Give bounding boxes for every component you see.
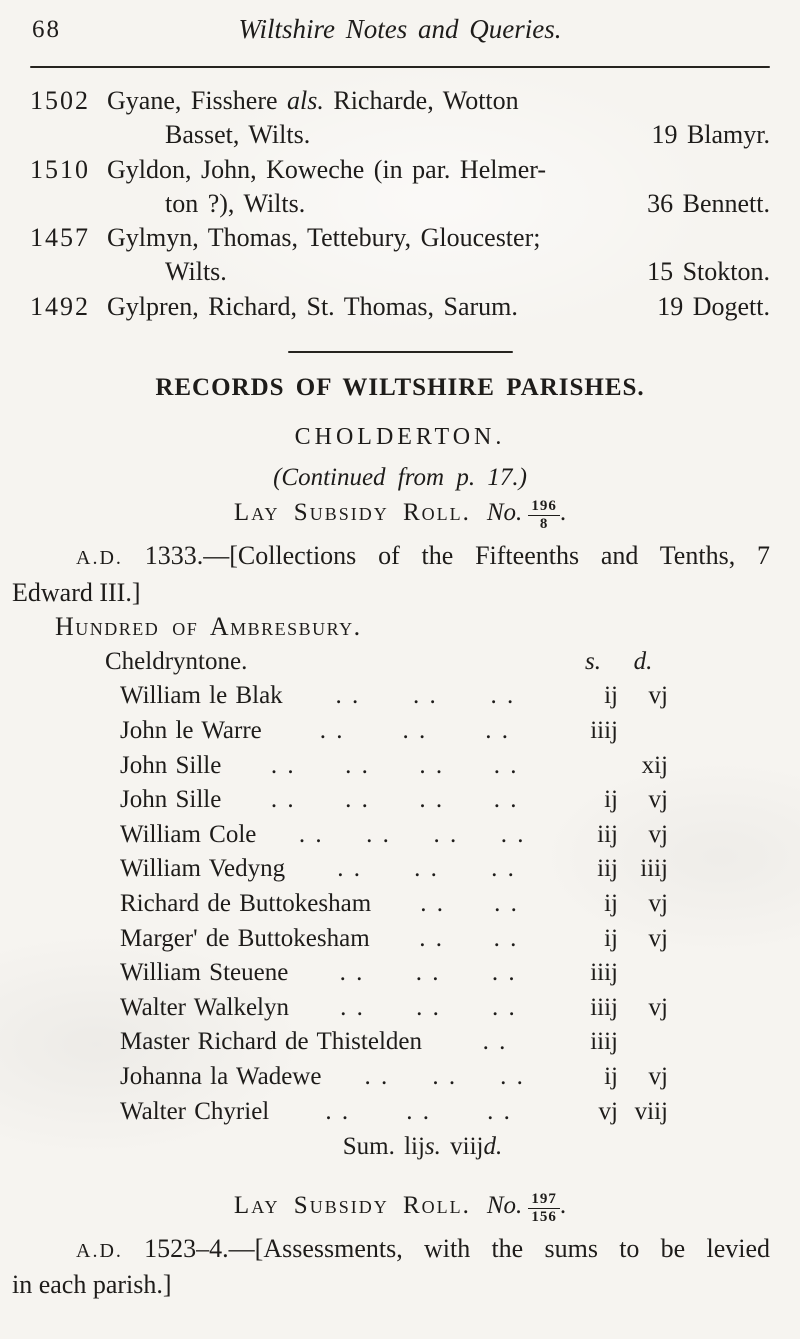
leader-dots: . . (406, 1097, 431, 1125)
roll-no-label: No. (486, 1191, 523, 1219)
leader-dots: . . (412, 682, 438, 710)
amount-shillings: ij (604, 682, 618, 710)
table-row (120, 887, 668, 922)
taxpayer-name: Richard de Buttokesham (120, 889, 372, 917)
fraction-denominator: 8 (539, 516, 549, 533)
leader-dots: . . (364, 1062, 390, 1090)
entry-reference: 19 Dogett. (657, 291, 770, 321)
index-entry (30, 290, 770, 324)
leader-dots: . . (366, 820, 391, 848)
leader-dots: . . (335, 682, 361, 710)
leader-dots: . . (493, 751, 519, 779)
sum-text: Sum. lij (342, 1133, 425, 1161)
section-divider (288, 351, 513, 353)
sum-text: viij (440, 1133, 484, 1161)
fraction-denominator: 156 (531, 1208, 557, 1225)
leader-dots: . . (491, 959, 517, 987)
dot-leaders (283, 679, 568, 714)
entry-line-1 (30, 290, 770, 324)
dot-leaders (370, 922, 568, 957)
leader-dots: . . (485, 717, 510, 745)
shillings-abbrev: s. (424, 1133, 441, 1161)
leader-dots: . . (419, 924, 445, 952)
roll-number-fraction (528, 499, 560, 532)
dot-leaders (221, 783, 568, 818)
table-row (120, 922, 668, 957)
amount-shillings: vj (598, 1097, 618, 1125)
entry-text-part: Richarde, Wotton (323, 86, 519, 115)
amount-pence: vj (648, 820, 668, 848)
taxpayer-name: William Cole (120, 820, 257, 848)
leader-dots: . . (500, 820, 526, 848)
intro-line-1 (30, 1232, 770, 1269)
entry-line-2 (30, 187, 770, 221)
amount-pence: vj (648, 924, 668, 952)
table-row (120, 818, 668, 853)
fraction-numerator: 196 (528, 499, 560, 516)
subsidy-table (30, 645, 770, 1129)
sum-total (30, 1130, 770, 1165)
dot-leaders (289, 991, 568, 1026)
dot-leaders (422, 1025, 568, 1060)
entry-text (107, 153, 770, 187)
column-header-shillings: s. (585, 647, 601, 675)
table-row (120, 852, 668, 887)
roll-1523-intro (12, 1232, 771, 1303)
taxpayer-name: John Sille (120, 751, 222, 779)
leader-dots: . . (419, 786, 445, 814)
index-entry (30, 221, 770, 290)
leader-dots: . . (325, 1097, 351, 1125)
leader-dots: . . (270, 786, 296, 814)
table-row (120, 1025, 668, 1060)
leader-dots: . . (416, 993, 441, 1021)
page-header (30, 12, 770, 58)
leader-dots: . . (493, 786, 519, 814)
leader-dots: . . (298, 820, 324, 848)
roll-label: Lay Subsidy Roll. (233, 1191, 471, 1219)
section-heading: RECORDS OF WILTSHIRE PARISHES. (155, 374, 645, 402)
leader-dots: . . (494, 889, 519, 917)
amount-pence: vj (648, 993, 668, 1021)
intro-text: 1333.—[Collections of the Fifteenths and Tenths, 7 (144, 541, 770, 571)
table-row (120, 991, 668, 1026)
amount-pence: viij (634, 1097, 668, 1125)
continued-note: (Continued from p. 17.) (273, 464, 527, 492)
amount-pence: vj (648, 786, 668, 814)
ad-abbrev: A.D. (76, 1239, 123, 1262)
entry-text-italic: als. (287, 86, 324, 115)
running-title: Wiltshire Notes and Queries. (238, 14, 562, 44)
table-row (120, 1060, 668, 1095)
taxpayer-name: Walter Chyriel (120, 1097, 270, 1125)
roll-title-1333 (30, 499, 770, 532)
taxpayer-name: Master Richard de Thistelden (120, 1028, 422, 1056)
ad-abbrev: A.D. (76, 547, 123, 570)
leader-dots: . . (270, 751, 296, 779)
leader-dots: . . (319, 717, 345, 745)
entry-year: 1510 (30, 154, 90, 184)
amount-shillings: ij (604, 924, 618, 952)
entry-year: 1502 (30, 86, 90, 115)
leader-dots: . . (433, 820, 459, 848)
dot-leaders (256, 818, 568, 853)
dot-leaders (262, 714, 568, 749)
dot-leaders (288, 956, 568, 991)
amount-pence: iiij (640, 855, 668, 883)
parish-heading: CHOLDERTON. (294, 424, 506, 451)
roll-number-fraction (528, 1192, 560, 1225)
dot-leaders (371, 887, 568, 922)
leader-dots: . . (492, 993, 517, 1021)
leader-dots: . . (339, 959, 365, 987)
roll-title-1523 (30, 1192, 770, 1225)
entry-line-1 (30, 84, 770, 118)
fraction-suffix: . (559, 499, 567, 527)
place-name: Cheldryntone. (105, 647, 248, 675)
intro-line-2: in each parish.] (12, 1270, 172, 1300)
leader-dots: . . (345, 751, 370, 779)
leader-dots: . . (402, 717, 428, 745)
entry-reference: 19 Blamyr. (651, 120, 770, 150)
entry-text-continued: Basset, Wilts. (165, 120, 311, 150)
leader-dots: . . (432, 1062, 458, 1090)
header-rule (30, 66, 770, 68)
amount-shillings: ij (604, 1062, 618, 1090)
leader-dots: . . (491, 855, 516, 883)
index-entry (30, 84, 770, 153)
table-row (120, 679, 668, 714)
roll-label: Lay Subsidy Roll. (233, 499, 471, 527)
entry-year: 1457 (30, 223, 90, 253)
leader-dots: . . (487, 1097, 512, 1125)
entry-text (107, 84, 770, 118)
entry-text-part: Gyldon, John, Koweche (in par. Helmer- (107, 154, 547, 184)
entry-text-continued: ton ?), Wilts. (165, 188, 306, 218)
leader-dots: . . (419, 751, 445, 779)
entry-year: 1492 (30, 291, 90, 321)
dot-leaders (285, 852, 568, 887)
table-row (120, 714, 668, 749)
amount-shillings: ij (604, 786, 618, 814)
taxpayer-name: William Vedyng (120, 855, 286, 883)
leader-dots: . . (490, 682, 516, 710)
intro-text: 1523–4.—[Assessments, with the sums to be levied (144, 1233, 771, 1263)
dot-leaders (269, 1095, 568, 1130)
taxpayer-name: William le Blak (120, 682, 283, 710)
fraction-suffix: . (559, 1191, 567, 1219)
taxpayer-name: John Sille (120, 786, 222, 814)
index-entries (30, 84, 770, 324)
page-number: 68 (32, 16, 61, 43)
intro-line-2: Edward III.] (12, 577, 141, 607)
taxpayer-name: Johanna la Wadewe (120, 1062, 322, 1090)
column-header-pence: d. (633, 647, 653, 675)
taxpayer-name: Walter Walkelyn (120, 993, 289, 1021)
leader-dots: . . (420, 889, 446, 917)
dot-leaders (321, 1060, 568, 1095)
amount-shillings: iij (597, 855, 618, 883)
leader-dots: . . (500, 1062, 525, 1090)
entry-text-continued: Wilts. (165, 257, 227, 287)
table-row (120, 783, 668, 818)
amount-pence: xij (641, 751, 668, 779)
table-header-row (105, 645, 668, 680)
entry-line-2 (30, 255, 770, 289)
dot-leaders (221, 749, 568, 784)
amount-shillings: iiij (590, 959, 618, 987)
taxpayer-name: Marger' de Buttokesham (120, 924, 370, 952)
amount-shillings: iij (597, 820, 618, 848)
entry-text-part: Gylpren, Richard, St. Thomas, Sarum. (107, 291, 518, 321)
amount-pence: vj (648, 1062, 668, 1090)
entry-reference: 36 Bennett. (647, 188, 770, 218)
table-row (120, 749, 668, 784)
leader-dots: . . (493, 924, 519, 952)
roll-no-label: No. (486, 499, 523, 527)
amount-shillings: iiij (590, 993, 618, 1021)
fraction-numerator: 197 (528, 1192, 560, 1209)
entry-line-2 (30, 118, 770, 152)
amount-shillings: iiij (590, 1028, 618, 1056)
amount-pence: vj (648, 682, 668, 710)
taxpayer-name: William Steuene (120, 959, 289, 987)
table-row (120, 1095, 668, 1130)
entry-text-part: Gyane, Fisshere (107, 86, 288, 115)
leader-dots: . . (482, 1028, 508, 1056)
intro-line-1 (30, 539, 770, 576)
entry-text (107, 221, 770, 255)
entry-line-1 (30, 153, 770, 187)
roll-1333-intro (12, 539, 770, 610)
leader-dots: . . (345, 786, 370, 814)
hundred-heading: Hundred of Ambresbury. (55, 612, 362, 642)
entry-text-part: Gylmyn, Thomas, Tettebury, Gloucester; (107, 223, 541, 253)
taxpayer-name: John le Warre (120, 717, 262, 745)
leader-dots: . . (337, 855, 363, 883)
amount-pence: vj (648, 889, 668, 917)
entry-reference: 15 Stokton. (647, 257, 770, 287)
table-row (120, 956, 668, 991)
index-entry (30, 153, 770, 222)
amount-shillings: iiij (590, 717, 618, 745)
leader-dots: . . (414, 855, 439, 883)
leader-dots: . . (340, 993, 365, 1021)
pence-abbrev: d. (483, 1133, 503, 1161)
amount-shillings: ij (604, 889, 618, 917)
entry-line-1 (30, 221, 770, 255)
entry-text (107, 290, 657, 324)
leader-dots: . . (415, 959, 441, 987)
